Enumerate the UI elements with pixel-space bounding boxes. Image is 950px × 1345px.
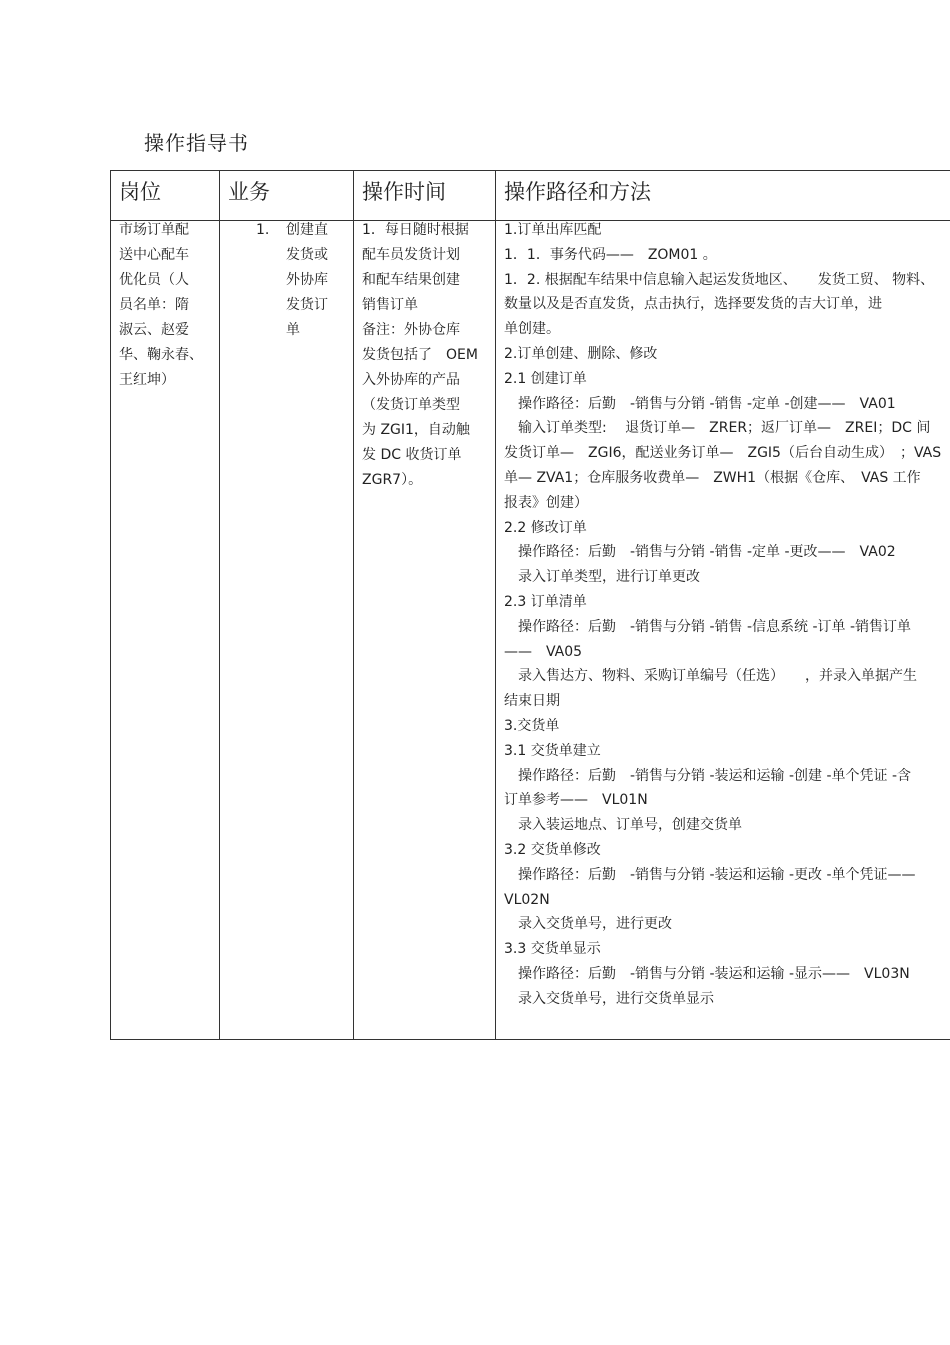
method-line: 操作路径：后勤 -销售与分销 -销售 -定单 -更改—— VA02 bbox=[504, 544, 896, 561]
business-line: 外协库 bbox=[286, 272, 328, 288]
table-top-border bbox=[110, 170, 950, 171]
method-line: 录入交货单号，进行更改 bbox=[504, 916, 672, 933]
time-line: （发货订单类型 bbox=[362, 397, 460, 413]
header-method: 操作路径和方法 bbox=[504, 180, 651, 204]
method-line: 操作路径：后勤 -销售与分销 -销售 -定单 -创建—— VA01 bbox=[504, 395, 896, 412]
method-line: 录入售达方、物料、采购订单编号（任选） ，并录入单据产生 bbox=[504, 668, 917, 685]
method-line: 录入订单类型，进行订单更改 bbox=[504, 569, 700, 586]
method-line: 1．2. 根据配车结果中信息输入起运发货地区、 发货工贸、 物料、 bbox=[504, 271, 935, 288]
header-business: 业务 bbox=[228, 180, 270, 204]
header-post: 岗位 bbox=[119, 180, 161, 204]
business-line: 创建直 bbox=[286, 222, 328, 238]
method-line: 3.交货单 bbox=[504, 718, 560, 734]
method-line: 2.1 创建订单 bbox=[504, 370, 587, 387]
method-cell bbox=[504, 218, 950, 1018]
method-line: 2.2 修改订单 bbox=[504, 519, 587, 536]
time-line: 为 ZGI1，自动触 bbox=[362, 422, 470, 438]
column-divider bbox=[353, 170, 354, 1040]
work-instruction-table bbox=[110, 170, 950, 1040]
time-line: 发 DC 收货订单 bbox=[362, 447, 462, 463]
method-line: VL02N bbox=[504, 891, 550, 908]
method-line: 3.2 交货单修改 bbox=[504, 842, 601, 858]
method-line: 数量以及是否直发货，点击执行，选择要发货的吉大订单，进 bbox=[504, 296, 882, 313]
table-bottom-border bbox=[110, 1039, 950, 1040]
document-title: 操作指导书 bbox=[144, 131, 249, 155]
method-line: 单创建。 bbox=[504, 321, 560, 338]
time-line: 备注：外协仓库 bbox=[362, 322, 460, 338]
method-line: 3.1 交货单建立 bbox=[504, 742, 601, 759]
method-line: 报表》创建） bbox=[504, 494, 588, 511]
post-line: 淑云、赵爱 bbox=[119, 322, 189, 338]
method-line: 录入交货单号，进行交货单显示 bbox=[504, 990, 714, 1007]
method-line: 结束日期 bbox=[504, 693, 560, 710]
column-divider bbox=[219, 170, 220, 1040]
method-line: 3.3 交货单显示 bbox=[504, 941, 601, 958]
method-line: 操作路径：后勤 -销售与分销 -销售 -信息系统 -订单 -销售订单 bbox=[504, 618, 912, 635]
time-line: 发货包括了 OEM bbox=[362, 347, 478, 363]
method-line: 发货订单— ZGI6，配送业务订单— ZGI5（后台自动生成） ；VAS bbox=[504, 445, 942, 462]
post-line: 送中心配车 bbox=[119, 247, 189, 263]
time-line: 入外协库的产品 bbox=[362, 372, 460, 388]
post-line: 市场订单配 bbox=[119, 222, 189, 238]
post-line: 员名单：隋 bbox=[119, 297, 189, 313]
method-line: —— VA05 bbox=[504, 643, 583, 660]
method-line: 订单参考—— VL01N bbox=[504, 792, 648, 809]
method-line: 2.订单创建、删除、修改 bbox=[504, 346, 658, 362]
time-line: ZGR7）。 bbox=[362, 472, 423, 488]
post-line: 王红坤） bbox=[119, 372, 175, 388]
header-time: 操作时间 bbox=[362, 180, 446, 204]
method-line: 录入装运地点、订单号，创建交货单 bbox=[504, 817, 742, 834]
business-line: 发货或 bbox=[286, 247, 328, 263]
method-line: 2.3 订单清单 bbox=[504, 594, 587, 610]
time-line: 配车员发货计划 bbox=[362, 247, 460, 263]
business-line: 单 bbox=[286, 322, 300, 338]
method-line: 操作路径：后勤 -销售与分销 -装运和运输 -显示—— VL03N bbox=[504, 966, 910, 982]
method-line: 1.订单出库匹配 bbox=[504, 222, 602, 238]
method-line: 操作路径：后勤 -销售与分销 -装运和运输 -创建 -单个凭证 -含 bbox=[504, 767, 912, 784]
method-line: 单— ZVA1；仓库服务收费单— ZWH1（根据《仓库、 VAS 工作 bbox=[504, 470, 921, 486]
business-line: 发货订 bbox=[286, 297, 328, 313]
time-line: 1．每日随时根据 bbox=[362, 222, 469, 238]
business-number: 1. bbox=[256, 222, 270, 238]
column-divider bbox=[495, 170, 496, 1040]
post-line: 优化员（人 bbox=[119, 272, 189, 288]
method-line: 输入订单类型: 退货订单— ZRER；返厂订单— ZREI；DC 间 bbox=[504, 420, 931, 437]
table-left-border bbox=[110, 170, 111, 1040]
time-line: 销售订单 bbox=[362, 297, 418, 313]
method-line: 操作路径：后勤 -销售与分销 -装运和运输 -更改 -单个凭证—— bbox=[504, 866, 916, 883]
time-line: 和配车结果创建 bbox=[362, 272, 460, 288]
post-line: 华、鞠永春、 bbox=[119, 347, 203, 363]
method-line: 1．1．事务代码—— ZOM01 。 bbox=[504, 246, 717, 263]
